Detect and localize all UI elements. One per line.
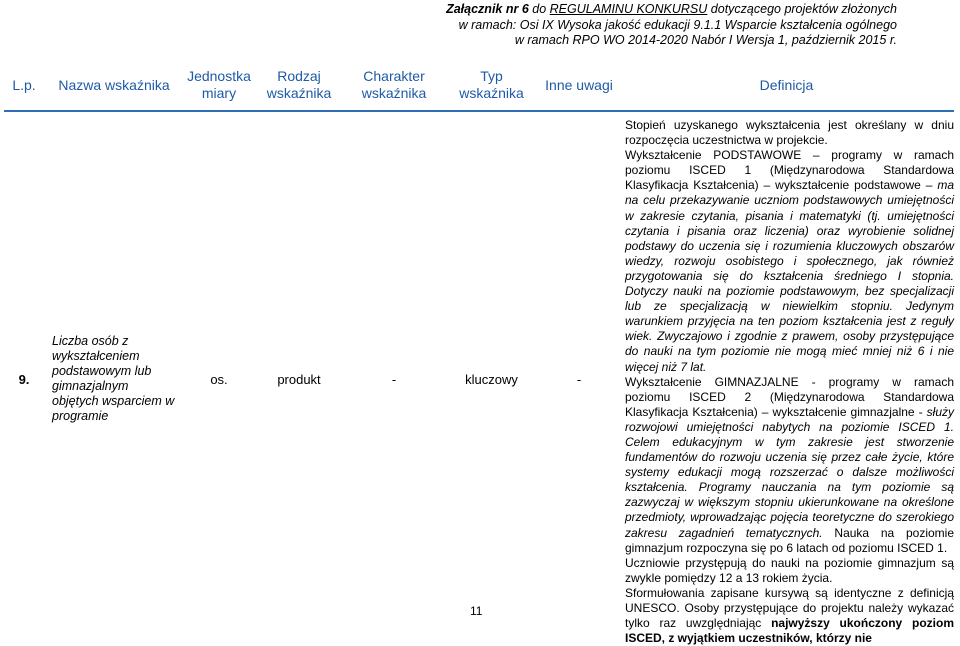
definition-p5-plain: Sformułowania zapisane kursywą są identyczne z definicją UNESCO. Osoby przystępujące do projektu należy wykazać tylko raz uwzględniając xyxy=(625,585,954,631)
table-header-row xyxy=(4,60,954,111)
header-annex-label: Załącznik nr 6 xyxy=(446,2,529,16)
definition-p2 xyxy=(625,148,954,374)
definition-p2-italic: ma na celu przekazywanie uczniom podstawowych umiejętności w zakresie czytania, pisania i matematyki (tj. umiejętności czytania i pisania oraz liczenia) oraz wyrobienie solidnej podstawy do uczenia się i rozumienia kluczowych obszarów wiedzy, rozwoju osobistego i społecznego, jak również przygotowania się do kształcenia średniego I stopnia. Dotyczy nauki na poziomie podstawowym, bez specjalizacji lub ze specjalizacją w niewielkim stopniu. Jedynym warunkiem przyjęcia na ten poziom kształcenia jest z reguły wiek. Zwyczajowo i zgodnie z prawem, osoby przystępujące do nauki na tym poziomie nie mogą mieć mniej niż 6 i nie więcej niż 7 lat. xyxy=(625,178,954,374)
row-notes: - xyxy=(576,371,582,387)
header-connector: do xyxy=(528,2,550,16)
definition-p3-italic: służy rozwojowi umiejętności nabytych na poziomie ISCED 1. Celem edukacyjnym w tym zakresie jest stworzenie fundamentów do rozwoju uczenia się przez całe życie, które systemy edukacji mogą rozszerzać o dalsze możliwości kształcenia. Programy nauczania na tym poziomie są zazwyczaj w większym stopniu ukierunkowane na określone przedmioty, wprowadzając pojęcia teoretyczne do szerokiego zakresu zagadnień tematycznych. xyxy=(625,404,954,540)
row-character: - xyxy=(391,371,397,387)
definition-p3 xyxy=(625,375,954,556)
header-type: Typ wskaźnika xyxy=(444,60,539,111)
row-unit: os. xyxy=(210,371,228,387)
regulation-link[interactable]: REGULAMINU KONKURSU xyxy=(549,2,708,16)
definition-p4: Uczniowie przystępują do nauki na poziomie gimnazjum są zwykle pomiędzy 12 a 13 rokiem życia. xyxy=(625,555,954,585)
row-indicator-name: Liczba osób z wykształceniem podstawowym lub gimnazjalnym objętych wsparciem w programie xyxy=(52,334,175,424)
header-line-1 xyxy=(446,2,897,18)
definition-p3-plain: Wykształcenie GIMNAZJALNE - programy w ramach poziomu ISCED 2 (Międzynarodowa Standardowa Klasyfikacja Kształcenia) – wykształcenie gimnazjalne - xyxy=(625,374,954,419)
header-lp: L.p. xyxy=(4,60,44,111)
header-rest: dotyczącego projektów złożonych xyxy=(707,2,897,16)
header-name: Nazwa wskaźnika xyxy=(44,60,184,111)
document-header xyxy=(446,2,897,49)
header-definition: Definicja xyxy=(619,60,954,111)
definition-p5 xyxy=(625,586,954,646)
definition-p1: Stopień uzyskanego wykształcenia jest określany w dniu rozpoczęcia uczestnictwa w projekcie. xyxy=(625,118,954,148)
row-lp: 9. xyxy=(18,371,30,387)
definition-p3-tail: Nauka na poziomie gimnazjum rozpoczyna się po 6 latach od poziomu ISCED 1. xyxy=(625,525,955,555)
header-line-3: w ramach RPO WO 2014-2020 Nabór I Wersja 1, październik 2015 r. xyxy=(514,33,897,47)
header-character: Charakter wskaźnika xyxy=(344,60,444,111)
definition-p2-plain: Wykształcenie PODSTAWOWE – programy w ramach poziomu ISCED 1 (Międzynarodowa Standardowa Klasyfikacja Kształcenia) – wykształcenie podstawowe – xyxy=(625,148,954,193)
definition-p5-bold: najwyższy ukończony poziom ISCED, z wyjątkiem uczestników, którzy nie xyxy=(625,616,954,646)
row-type: kluczowy xyxy=(465,371,518,387)
indicator-table xyxy=(4,60,954,646)
header-unit: Jednostka miary xyxy=(184,60,254,111)
header-kind: Rodzaj wskaźnika xyxy=(254,60,344,111)
row-definition xyxy=(619,111,954,646)
header-line-2: w ramach: Osi IX Wysoka jakość edukacji 9.1.1 Wsparcie kształcenia ogólnego xyxy=(458,17,897,32)
table-row xyxy=(4,111,954,646)
row-kind: produkt xyxy=(277,371,321,387)
page-number: 11 xyxy=(470,604,483,618)
header-notes: Inne uwagi xyxy=(539,60,619,111)
